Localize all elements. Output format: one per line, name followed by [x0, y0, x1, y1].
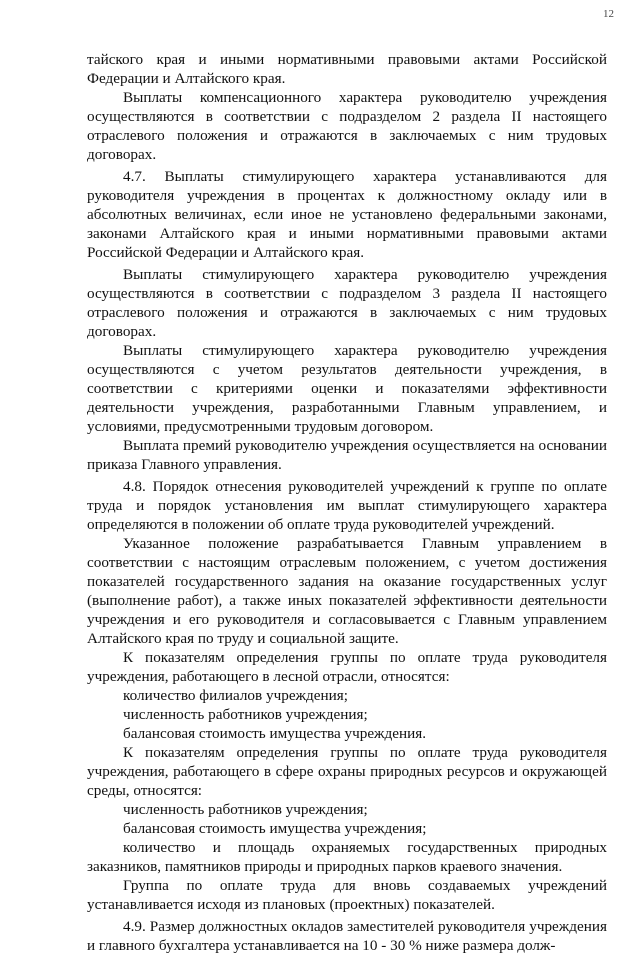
paragraph: К показателям определения группы по оплате труда руководителя учреждения, работающего в лесной отрасли, относятся:	[87, 649, 607, 685]
paragraph: Выплаты компенсационного характера руководителю учреждения осуществляются в соответствии с подразделом 2 раздела II настоящего отраслевого положения и отражаются в заключаемых с ним трудовых договорах.	[87, 89, 607, 163]
paragraph: Выплата премий руководителю учреждения осуществляется на основании приказа Главного управления.	[87, 437, 607, 473]
paragraph: тайского края и иными нормативными правовыми актами Российской Федерации и Алтайского края.	[87, 51, 607, 87]
paragraph: Группа по оплате труда для вновь создаваемых учреждений устанавливается исходя из плановых (проектных) показателей.	[87, 877, 607, 913]
list-item: количество филиалов учреждения;	[123, 687, 348, 704]
page-number: 12	[603, 8, 614, 20]
paragraph: Указанное положение разрабатывается Главным управлением в соответствии с настоящим отраслевым положением, с учетом достижения показателей государственного задания на оказание государственных услуг (выполнение работ), а также иных показателей эффективности деятельности учреждения и его руководителя и согласовывается с Главным управлением Алтайского края по труду и социальной защите.	[87, 535, 607, 647]
list-item: балансовая стоимость имущества учреждения;	[123, 820, 427, 837]
document-body	[87, 50, 607, 955]
list-item: балансовая стоимость имущества учреждения.	[123, 725, 427, 742]
paragraph: 4.8. Порядок отнесения руководителей учреждений к группе по оплате труда и порядок установления им выплат стимулирующего характера определяются в положении об оплате труда руководителей учреждений.	[87, 478, 607, 533]
list-item: численность работников учреждения;	[123, 801, 368, 818]
paragraph: 4.7. Выплаты стимулирующего характера устанавливаются для руководителя учреждения в процентах к должностному окладу или в абсолютных величинах, если иное не установлено федеральными законами, законами Алтайского края и иными нормативными правовыми актами Российской Федерации и Алтайского края.	[87, 168, 607, 261]
paragraph: 4.9. Размер должностных окладов заместителей руководителя учреждения и главного бухгалтера устанавливается на 10 - 30 % ниже размера долж-	[87, 918, 607, 954]
paragraph: Выплаты стимулирующего характера руководителю учреждения осуществляются с учетом результатов деятельности учреждения, в соответствии с критериями оценки и показателями эффективности деятельности учреждения, разработанными Главным управлением, и условиями, предусмотренными трудовым договором.	[87, 342, 607, 435]
paragraph: К показателям определения группы по оплате труда руководителя учреждения, работающего в сфере охраны природных ресурсов и окружающей среды, относятся:	[87, 744, 607, 799]
paragraph: количество и площадь охраняемых государственных природных заказников, памятников природы и природных парков краевого значения.	[87, 839, 607, 875]
paragraph: Выплаты стимулирующего характера руководителю учреждения осуществляются в соответствии с подразделом 3 раздела II настоящего отраслевого положения и отражаются в заключаемых с ним трудовых договорах.	[87, 266, 607, 340]
list-item: численность работников учреждения;	[123, 706, 368, 723]
